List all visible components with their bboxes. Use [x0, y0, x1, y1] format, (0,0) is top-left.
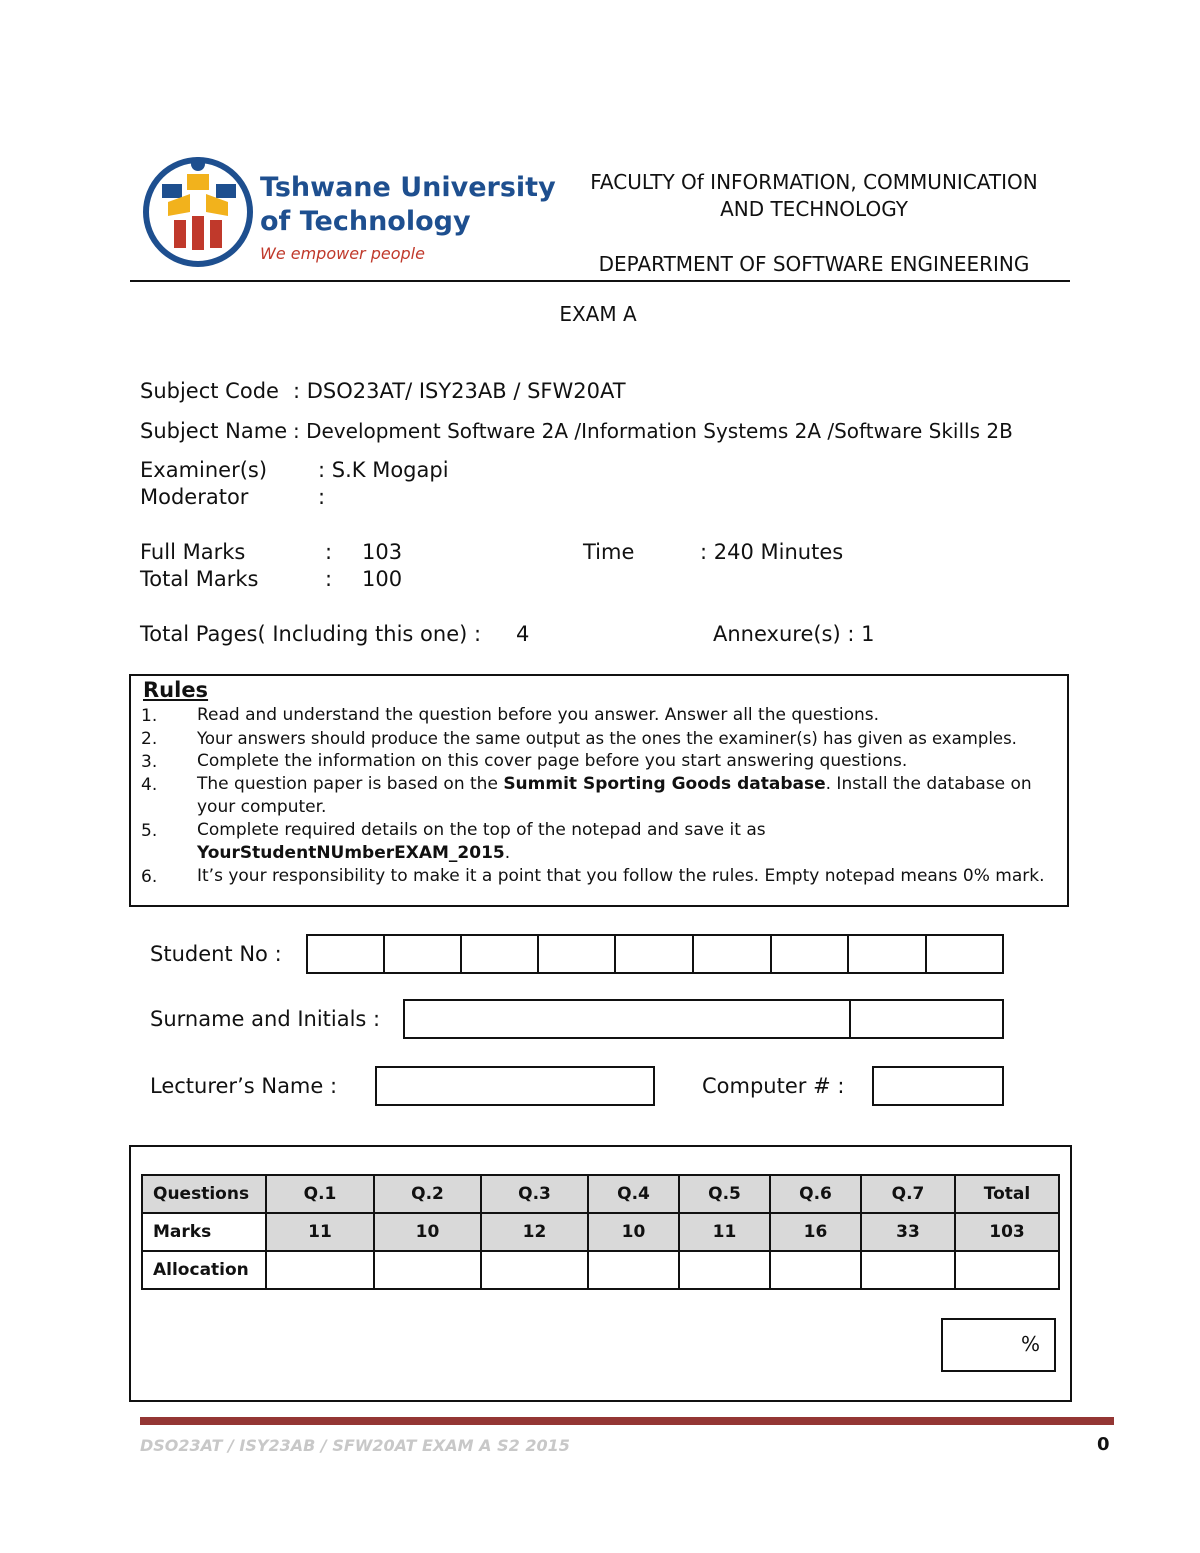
allocation-cell[interactable]	[266, 1251, 374, 1289]
rules-box	[129, 674, 1069, 907]
marks-allocation-box	[129, 1145, 1072, 1402]
table-cell: 11	[266, 1213, 374, 1251]
table-header-cell: Q.4	[588, 1175, 679, 1213]
rule-text: Complete required details on the top of the notepad and save it as YourStudentNUmberEXAM_2015.	[197, 820, 766, 863]
rule-number: 3.	[141, 752, 158, 772]
lecturer-name-field[interactable]	[375, 1066, 655, 1106]
table-row	[142, 1251, 1059, 1289]
table-row-label: Allocation	[142, 1251, 266, 1289]
allocation-cell[interactable]	[955, 1251, 1059, 1289]
student-no-digit-field[interactable]	[692, 934, 772, 974]
footer-divider	[140, 1417, 1114, 1425]
subject-code-value: : DSO23AT/ ISY23AB / SFW20AT	[293, 379, 626, 403]
student-no-digit-field[interactable]	[460, 934, 539, 974]
computer-number-field[interactable]	[872, 1066, 1004, 1106]
percentage-field[interactable]	[941, 1318, 1056, 1372]
page-number: 0	[1097, 1434, 1110, 1455]
allocation-cell[interactable]	[588, 1251, 679, 1289]
student-no-digit-field[interactable]	[306, 934, 385, 974]
table-row-label: Marks	[142, 1213, 266, 1251]
rule-emphasis: Summit Sporting Goods database	[503, 774, 826, 794]
table-cell: 10	[374, 1213, 481, 1251]
rule-number: 5.	[141, 821, 158, 841]
table-cell: 10	[588, 1213, 679, 1251]
student-no-digit-field[interactable]	[847, 934, 927, 974]
student-no-label: Student No :	[150, 942, 282, 966]
subject-name-label: Subject Name	[140, 419, 288, 443]
rule-text: It’s your responsibility to make it a point that you follow the rules. Empty notepad means 0% mark.	[197, 866, 1045, 886]
table-cell: 11	[679, 1213, 770, 1251]
subject-code-label: Subject Code	[140, 379, 279, 403]
moderator-label: Moderator	[140, 485, 249, 509]
table-header-cell: Q.7	[861, 1175, 955, 1213]
student-no-digit-field[interactable]	[537, 934, 616, 974]
table-row	[142, 1175, 1059, 1213]
exam-title: EXAM A	[559, 302, 637, 326]
marks-table	[141, 1174, 1060, 1290]
rule-text: Complete the information on this cover page before you start answering questions.	[197, 751, 908, 771]
total-marks-label: Total Marks	[140, 567, 259, 591]
rule-text: The question paper is based on the Summit Sporting Goods database. Install the database on your computer.	[197, 774, 1032, 817]
student-no-digit-field[interactable]	[614, 934, 694, 974]
time-value: : 240 Minutes	[700, 540, 844, 564]
allocation-cell[interactable]	[861, 1251, 955, 1289]
table-row	[142, 1213, 1059, 1251]
table-header-cell: Q.3	[481, 1175, 588, 1213]
university-name-line2: of Technology	[260, 206, 471, 237]
rule-number: 2.	[141, 729, 158, 749]
table-cell: 12	[481, 1213, 588, 1251]
full-marks-label: Full Marks	[140, 540, 246, 564]
table-cell: 33	[861, 1213, 955, 1251]
total-pages-value: 4	[516, 622, 530, 646]
table-header-cell: Questions	[142, 1175, 266, 1213]
total-marks-value: 100	[362, 567, 403, 591]
percent-symbol: %	[1020, 1332, 1040, 1356]
table-header-cell: Q.5	[679, 1175, 770, 1213]
footer-text: DSO23AT / ISY23AB / SFW20AT EXAM A S2 2015	[140, 1436, 570, 1455]
allocation-cell[interactable]	[679, 1251, 770, 1289]
student-no-digit-field[interactable]	[770, 934, 849, 974]
full-marks-value: 103	[362, 540, 403, 564]
university-name-line1: Tshwane University	[260, 172, 556, 203]
table-header-cell: Q.1	[266, 1175, 374, 1213]
student-no-digit-field[interactable]	[383, 934, 462, 974]
student-no-digit-field[interactable]	[925, 934, 1004, 974]
rule-text: Your answers should produce the same output as the ones the examiner(s) has given as examples.	[197, 729, 1017, 748]
computer-label: Computer # :	[702, 1074, 845, 1098]
table-header-cell: Total	[955, 1175, 1059, 1213]
moderator-value: :	[318, 485, 326, 509]
university-tagline: We empower people	[260, 244, 425, 263]
full-marks-colon: :	[325, 540, 333, 564]
university-logo	[140, 150, 556, 272]
allocation-cell[interactable]	[481, 1251, 588, 1289]
faculty-line2: AND TECHNOLOGY	[720, 197, 908, 221]
subject-name-value: : Development Software 2A /Information Systems 2A /Software Skills 2B	[293, 419, 1013, 443]
examiner-value: : S.K Mogapi	[318, 458, 449, 482]
allocation-cell[interactable]	[770, 1251, 861, 1289]
university-emblem-icon	[140, 150, 258, 270]
rule-text: Read and understand the question before you answer. Answer all the questions.	[197, 705, 880, 725]
total-marks-colon: :	[325, 567, 333, 591]
lecturer-label: Lecturer’s Name :	[150, 1074, 338, 1098]
table-cell: 103	[955, 1213, 1059, 1251]
surname-field[interactable]	[403, 999, 851, 1039]
initials-field[interactable]	[849, 999, 1004, 1039]
annexures: Annexure(s) : 1	[713, 622, 875, 646]
time-label: Time	[583, 540, 635, 564]
rule-number: 1.	[141, 706, 158, 726]
total-pages-label: Total Pages( Including this one) :	[140, 622, 482, 646]
table-cell: 16	[770, 1213, 861, 1251]
rule-number: 6.	[141, 867, 158, 887]
header-divider	[130, 280, 1070, 282]
table-header-cell: Q.2	[374, 1175, 481, 1213]
rule-emphasis: YourStudentNUmberEXAM_2015	[197, 843, 505, 863]
table-header-cell: Q.6	[770, 1175, 861, 1213]
examiner-label: Examiner(s)	[140, 458, 268, 482]
department-title: DEPARTMENT OF SOFTWARE ENGINEERING	[598, 252, 1030, 276]
rules-title: Rules	[143, 678, 209, 702]
rule-number: 4.	[141, 775, 158, 795]
allocation-cell[interactable]	[374, 1251, 481, 1289]
surname-label: Surname and Initials :	[150, 1007, 381, 1031]
faculty-line1: FACULTY Of INFORMATION, COMMUNICATION	[590, 170, 1038, 194]
